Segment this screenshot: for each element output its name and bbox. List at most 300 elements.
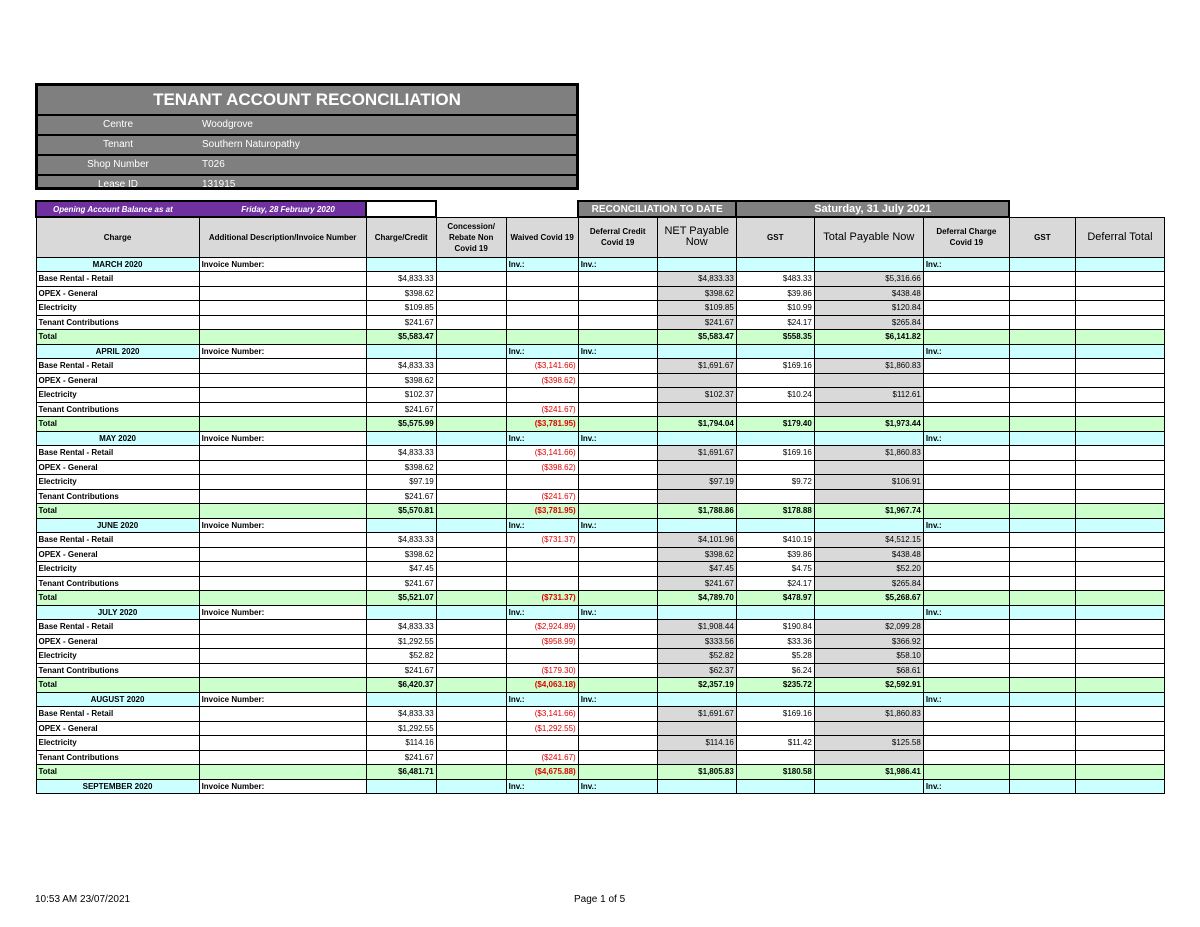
waived-amount: ($3,781.95)	[506, 417, 578, 432]
header-value: Woodgrove	[202, 119, 253, 130]
deferral-charge-cell	[923, 707, 1009, 722]
col-header-description: Additional Description/Invoice Number	[199, 217, 366, 257]
deferral-credit-cell	[578, 446, 657, 461]
net-payable	[657, 373, 736, 388]
table-cell	[814, 692, 923, 707]
charge-name: Base Rental - Retail	[36, 359, 199, 374]
concession-cell	[436, 402, 506, 417]
total-payable: $112.61	[814, 388, 923, 403]
charge-amount: $1,292.55	[366, 634, 436, 649]
month-name: JUNE 2020	[36, 518, 199, 533]
deferral-charge-cell	[923, 388, 1009, 403]
total-row	[36, 417, 1165, 432]
deferral-gst-cell	[1009, 576, 1075, 591]
table-cell	[1075, 605, 1164, 620]
table-cell	[1075, 692, 1164, 707]
concession-cell	[436, 359, 506, 374]
deferral-gst-cell	[1009, 301, 1075, 316]
net-payable: $241.67	[657, 576, 736, 591]
spacer	[506, 201, 578, 217]
charge-row	[36, 533, 1165, 548]
total-payable	[814, 373, 923, 388]
deferral-charge-cell	[923, 562, 1009, 577]
deferral-credit-cell	[578, 750, 657, 765]
month-name: MARCH 2020	[36, 257, 199, 272]
deferral-total-cell	[1075, 547, 1164, 562]
deferral-gst-cell	[1009, 736, 1075, 751]
charge-name: Electricity	[36, 649, 199, 664]
gst-amount: $190.84	[736, 620, 814, 635]
charge-amount: $5,521.07	[366, 591, 436, 606]
gst-amount: $180.58	[736, 765, 814, 780]
deferral-gst-cell	[1009, 315, 1075, 330]
deferral-charge-cell	[923, 547, 1009, 562]
month-row	[36, 779, 1165, 794]
waived-amount	[506, 315, 578, 330]
reconciliation-table	[35, 200, 1165, 794]
charge-name: OPEX - General	[36, 373, 199, 388]
deferral-gst-cell	[1009, 721, 1075, 736]
header-value: Southern Naturopathy	[202, 139, 300, 150]
table-cell	[1075, 518, 1164, 533]
charge-name: Electricity	[36, 301, 199, 316]
concession-cell	[436, 663, 506, 678]
concession-cell	[436, 620, 506, 635]
waived-amount: ($3,141.66)	[506, 446, 578, 461]
gst-amount	[736, 721, 814, 736]
waived-amount	[506, 547, 578, 562]
table-cell	[736, 779, 814, 794]
charge-name: Base Rental - Retail	[36, 707, 199, 722]
net-payable: $5,583.47	[657, 330, 736, 345]
deferral-charge-cell	[923, 634, 1009, 649]
col-header-deferral-total: Deferral Total	[1075, 217, 1164, 257]
deferral-gst-cell	[1009, 402, 1075, 417]
deferral-charge-cell	[923, 402, 1009, 417]
gst-amount: $169.16	[736, 446, 814, 461]
concession-cell	[436, 736, 506, 751]
charge-row	[36, 721, 1165, 736]
month-name: JULY 2020	[36, 605, 199, 620]
deferral-charge-cell	[923, 489, 1009, 504]
charge-row	[36, 373, 1165, 388]
deferral-gst-cell	[1009, 286, 1075, 301]
gst-amount	[736, 750, 814, 765]
net-payable	[657, 721, 736, 736]
gst-amount: $24.17	[736, 315, 814, 330]
waived-amount: ($3,141.66)	[506, 707, 578, 722]
description-cell	[199, 678, 366, 693]
net-payable	[657, 489, 736, 504]
deferral-total-cell	[1075, 736, 1164, 751]
month-row	[36, 257, 1165, 272]
charge-row	[36, 750, 1165, 765]
charge-name: Electricity	[36, 562, 199, 577]
charge-name: Tenant Contributions	[36, 402, 199, 417]
inv-label: Inv.:	[923, 431, 1009, 446]
table-cell	[814, 431, 923, 446]
col-header-gst: GST	[736, 217, 814, 257]
deferral-credit-cell	[578, 272, 657, 287]
description-cell	[199, 634, 366, 649]
table-cell	[1009, 431, 1075, 446]
net-payable	[657, 750, 736, 765]
inv-label: Inv.:	[923, 692, 1009, 707]
deferral-credit-cell	[578, 562, 657, 577]
concession-cell	[436, 460, 506, 475]
inv-label: Inv.:	[578, 431, 657, 446]
month-name: MAY 2020	[36, 431, 199, 446]
table-cell	[436, 779, 506, 794]
deferral-total-cell	[1075, 620, 1164, 635]
deferral-charge-cell	[923, 649, 1009, 664]
net-payable: $1,691.67	[657, 707, 736, 722]
charge-amount: $47.45	[366, 562, 436, 577]
spacer	[1009, 201, 1075, 217]
inv-label: Inv.:	[578, 779, 657, 794]
net-payable: $333.56	[657, 634, 736, 649]
total-payable	[814, 402, 923, 417]
concession-cell	[436, 707, 506, 722]
concession-cell	[436, 634, 506, 649]
charge-name: Tenant Contributions	[36, 663, 199, 678]
table-cell	[366, 257, 436, 272]
charge-row	[36, 663, 1165, 678]
opening-balance-date: Friday, 28 February 2020	[241, 204, 335, 214]
description-cell	[199, 765, 366, 780]
total-payable: $5,268.67	[814, 591, 923, 606]
inv-label: Inv.:	[923, 779, 1009, 794]
deferral-charge-cell	[923, 315, 1009, 330]
charge-row	[36, 620, 1165, 635]
total-payable: $438.48	[814, 547, 923, 562]
charge-row	[36, 272, 1165, 287]
waived-amount: ($4,063.18)	[506, 678, 578, 693]
deferral-charge-cell	[923, 765, 1009, 780]
charge-amount: $398.62	[366, 547, 436, 562]
deferral-total-cell	[1075, 489, 1164, 504]
total-payable: $438.48	[814, 286, 923, 301]
charge-amount: $102.37	[366, 388, 436, 403]
deferral-total-cell	[1075, 446, 1164, 461]
gst-amount: $169.16	[736, 359, 814, 374]
description-cell	[199, 736, 366, 751]
charge-row	[36, 576, 1165, 591]
deferral-gst-cell	[1009, 272, 1075, 287]
charge-name: Total	[36, 678, 199, 693]
charge-name: OPEX - General	[36, 634, 199, 649]
deferral-gst-cell	[1009, 373, 1075, 388]
col-header-charge-credit: Charge/Credit	[366, 217, 436, 257]
description-cell	[199, 286, 366, 301]
table-cell	[657, 605, 736, 620]
total-payable: $1,986.41	[814, 765, 923, 780]
gst-amount: $33.36	[736, 634, 814, 649]
total-payable: $58.10	[814, 649, 923, 664]
month-row	[36, 692, 1165, 707]
deferral-charge-cell	[923, 591, 1009, 606]
deferral-gst-cell	[1009, 460, 1075, 475]
deferral-total-cell	[1075, 649, 1164, 664]
total-payable	[814, 489, 923, 504]
table-cell	[436, 692, 506, 707]
waived-amount: ($2,924.89)	[506, 620, 578, 635]
table-cell	[814, 518, 923, 533]
col-header-gst-deferral: GST	[1009, 217, 1075, 257]
net-payable	[657, 460, 736, 475]
deferral-total-cell	[1075, 402, 1164, 417]
inv-label: Inv.:	[578, 344, 657, 359]
table-cell	[436, 344, 506, 359]
charge-name: Total	[36, 330, 199, 345]
opening-balance-value	[366, 201, 436, 217]
page-number: Page 1 of 5	[574, 894, 626, 905]
charge-name: Electricity	[36, 475, 199, 490]
waived-amount	[506, 330, 578, 345]
table-cell	[1009, 605, 1075, 620]
charge-amount: $241.67	[366, 315, 436, 330]
deferral-credit-cell	[578, 489, 657, 504]
page-title: TENANT ACCOUNT RECONCILIATION	[38, 86, 576, 116]
description-cell	[199, 388, 366, 403]
charge-amount: $114.16	[366, 736, 436, 751]
deferral-gst-cell	[1009, 330, 1075, 345]
deferral-credit-cell	[578, 576, 657, 591]
concession-cell	[436, 750, 506, 765]
deferral-charge-cell	[923, 301, 1009, 316]
description-cell	[199, 301, 366, 316]
net-payable	[657, 402, 736, 417]
gst-amount: $558.35	[736, 330, 814, 345]
deferral-charge-cell	[923, 678, 1009, 693]
print-timestamp: 10:53 AM 23/07/2021	[35, 894, 131, 905]
reconciliation-date: Saturday, 31 July 2021	[736, 201, 1009, 217]
deferral-charge-cell	[923, 446, 1009, 461]
gst-amount	[736, 402, 814, 417]
deferral-credit-cell	[578, 678, 657, 693]
deferral-credit-cell	[578, 402, 657, 417]
col-header-deferral-charge: Deferral Charge Covid 19	[923, 217, 1009, 257]
total-payable: $106.91	[814, 475, 923, 490]
gst-amount: $478.97	[736, 591, 814, 606]
table-cell	[1009, 257, 1075, 272]
deferral-total-cell	[1075, 707, 1164, 722]
charge-amount: $5,583.47	[366, 330, 436, 345]
deferral-credit-cell	[578, 591, 657, 606]
net-payable: $109.85	[657, 301, 736, 316]
charge-amount: $398.62	[366, 460, 436, 475]
deferral-credit-cell	[578, 417, 657, 432]
total-payable: $1,860.83	[814, 707, 923, 722]
inv-label: Inv.:	[578, 257, 657, 272]
charge-amount: $4,833.33	[366, 359, 436, 374]
gst-amount: $24.17	[736, 576, 814, 591]
waived-amount: ($3,781.95)	[506, 504, 578, 519]
invoice-number-label: Invoice Number:	[199, 257, 366, 272]
inv-label: Inv.:	[578, 605, 657, 620]
charge-name: Base Rental - Retail	[36, 446, 199, 461]
invoice-number-label: Invoice Number:	[199, 518, 366, 533]
deferral-total-cell	[1075, 765, 1164, 780]
concession-cell	[436, 547, 506, 562]
deferral-total-cell	[1075, 576, 1164, 591]
waived-amount: ($4,675.88)	[506, 765, 578, 780]
waived-amount: ($398.62)	[506, 460, 578, 475]
charge-amount: $97.19	[366, 475, 436, 490]
deferral-gst-cell	[1009, 533, 1075, 548]
header-row-lease	[38, 176, 576, 194]
spacer	[1075, 201, 1164, 217]
gst-amount: $235.72	[736, 678, 814, 693]
table-cell	[657, 518, 736, 533]
deferral-credit-cell	[578, 663, 657, 678]
inv-label: Inv.:	[506, 518, 578, 533]
deferral-gst-cell	[1009, 417, 1075, 432]
concession-cell	[436, 373, 506, 388]
description-cell	[199, 576, 366, 591]
deferral-credit-cell	[578, 359, 657, 374]
total-payable: $265.84	[814, 576, 923, 591]
charge-amount: $5,570.81	[366, 504, 436, 519]
month-row	[36, 605, 1165, 620]
gst-amount: $179.40	[736, 417, 814, 432]
gst-amount: $483.33	[736, 272, 814, 287]
gst-amount: $169.16	[736, 707, 814, 722]
table-cell	[366, 344, 436, 359]
table-cell	[1009, 692, 1075, 707]
total-payable: $366.92	[814, 634, 923, 649]
concession-cell	[436, 678, 506, 693]
inv-label: Inv.:	[578, 692, 657, 707]
deferral-credit-cell	[578, 533, 657, 548]
deferral-credit-cell	[578, 620, 657, 635]
description-cell	[199, 620, 366, 635]
deferral-total-cell	[1075, 388, 1164, 403]
opening-balance-label: Opening Account Balance as at	[53, 204, 173, 214]
charge-row	[36, 388, 1165, 403]
charge-row	[36, 489, 1165, 504]
deferral-total-cell	[1075, 562, 1164, 577]
charge-name: Electricity	[36, 736, 199, 751]
charge-row	[36, 707, 1165, 722]
waived-amount	[506, 736, 578, 751]
table-cell	[736, 692, 814, 707]
waived-amount: ($731.37)	[506, 591, 578, 606]
waived-amount: ($731.37)	[506, 533, 578, 548]
waived-amount	[506, 286, 578, 301]
charge-name: Electricity	[36, 388, 199, 403]
deferral-credit-cell	[578, 736, 657, 751]
month-row	[36, 431, 1165, 446]
deferral-charge-cell	[923, 736, 1009, 751]
inv-label: Inv.:	[923, 518, 1009, 533]
table-cell	[436, 518, 506, 533]
total-row	[36, 330, 1165, 345]
table-cell	[736, 344, 814, 359]
net-payable: $1,794.04	[657, 417, 736, 432]
table-cell	[1009, 344, 1075, 359]
charge-row	[36, 446, 1165, 461]
charge-name: Tenant Contributions	[36, 315, 199, 330]
description-cell	[199, 649, 366, 664]
charge-amount: $4,833.33	[366, 272, 436, 287]
deferral-total-cell	[1075, 417, 1164, 432]
total-payable: $68.61	[814, 663, 923, 678]
waived-amount	[506, 301, 578, 316]
inv-label: Inv.:	[506, 431, 578, 446]
charge-amount: $52.82	[366, 649, 436, 664]
description-cell	[199, 750, 366, 765]
charge-name: Tenant Contributions	[36, 489, 199, 504]
deferral-gst-cell	[1009, 707, 1075, 722]
charge-name: Base Rental - Retail	[36, 620, 199, 635]
gst-amount	[736, 489, 814, 504]
deferral-total-cell	[1075, 504, 1164, 519]
col-header-total-payable: Total Payable Now	[814, 217, 923, 257]
total-payable: $125.58	[814, 736, 923, 751]
col-header-concession: Concession/ Rebate Non Covid 19	[436, 217, 506, 257]
description-cell	[199, 475, 366, 490]
net-payable: $52.82	[657, 649, 736, 664]
deferral-charge-cell	[923, 533, 1009, 548]
inv-label: Inv.:	[506, 257, 578, 272]
description-cell	[199, 417, 366, 432]
net-payable: $1,691.67	[657, 359, 736, 374]
net-payable: $97.19	[657, 475, 736, 490]
inv-label: Inv.:	[506, 692, 578, 707]
charge-amount: $398.62	[366, 286, 436, 301]
waived-amount	[506, 562, 578, 577]
net-payable: $114.16	[657, 736, 736, 751]
deferral-total-cell	[1075, 315, 1164, 330]
charge-amount: $6,420.37	[366, 678, 436, 693]
table-cell	[814, 779, 923, 794]
gst-amount: $4.75	[736, 562, 814, 577]
month-row	[36, 518, 1165, 533]
col-header-waived: Waived Covid 19	[506, 217, 578, 257]
table-cell	[436, 431, 506, 446]
total-payable	[814, 460, 923, 475]
deferral-total-cell	[1075, 721, 1164, 736]
net-payable: $1,788.86	[657, 504, 736, 519]
deferral-credit-cell	[578, 649, 657, 664]
deferral-credit-cell	[578, 330, 657, 345]
concession-cell	[436, 286, 506, 301]
net-payable: $4,789.70	[657, 591, 736, 606]
concession-cell	[436, 388, 506, 403]
deferral-credit-cell	[578, 301, 657, 316]
concession-cell	[436, 446, 506, 461]
charge-amount: $4,833.33	[366, 533, 436, 548]
inv-label: Inv.:	[923, 344, 1009, 359]
inv-label: Inv.:	[506, 605, 578, 620]
table-cell	[366, 779, 436, 794]
table-cell	[814, 344, 923, 359]
net-payable: $4,101.96	[657, 533, 736, 548]
table-cell	[657, 344, 736, 359]
table-cell	[736, 431, 814, 446]
waived-amount: ($958.99)	[506, 634, 578, 649]
charge-row	[36, 402, 1165, 417]
charge-row	[36, 301, 1165, 316]
net-payable: $1,691.67	[657, 446, 736, 461]
deferral-gst-cell	[1009, 388, 1075, 403]
description-cell	[199, 504, 366, 519]
header-row-tenant	[38, 136, 576, 156]
charge-row	[36, 286, 1165, 301]
deferral-credit-cell	[578, 315, 657, 330]
inv-label: Inv.:	[506, 344, 578, 359]
